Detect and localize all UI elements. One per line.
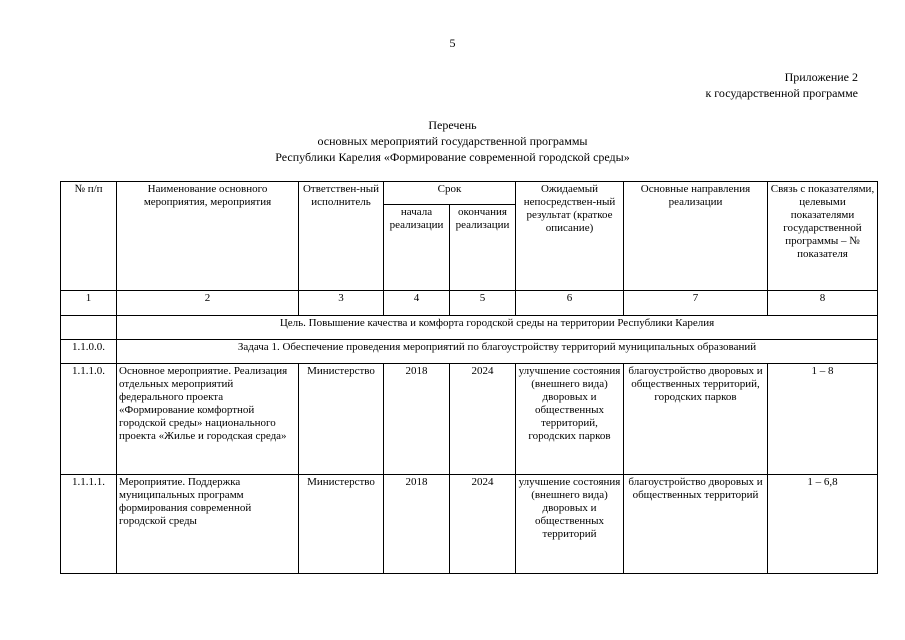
header-term-end: окончания реализации (450, 205, 516, 291)
document-title (0, 117, 905, 165)
header-term: Срок (384, 182, 516, 205)
row-end: 2024 (450, 364, 516, 475)
header-directions: Основные направления реализации (624, 182, 768, 291)
column-number: 2 (117, 291, 299, 316)
header-link: Связь с показателями, целевыми показателями государственной программы – № показателя (768, 182, 878, 291)
column-number: 3 (299, 291, 384, 316)
row-end: 2024 (450, 475, 516, 574)
appendix-line-2: к государственной программе (705, 86, 858, 100)
row-link: 1 – 6,8 (768, 475, 878, 574)
row-num: 1.1.1.1. (61, 475, 117, 574)
header-term-start: начала реализации (384, 205, 450, 291)
row-name: Основное мероприятие. Реализация отдельных мероприятий федерального проекта «Формирование комфортной городской среды» национального проекта «Жилье и городская среда» (117, 364, 299, 475)
column-number: 6 (516, 291, 624, 316)
column-number: 7 (624, 291, 768, 316)
column-number: 1 (61, 291, 117, 316)
header-responsible: Ответствен-ный исполнитель (299, 182, 384, 291)
task-row (61, 340, 878, 364)
column-number-row (61, 291, 878, 316)
title-line-3: Республики Карелия «Формирование современной городской среды» (275, 150, 630, 164)
row-name: Мероприятие. Поддержка муниципальных программ формирования современной городской среды (117, 475, 299, 574)
row-num: 1.1.1.0. (61, 364, 117, 475)
title-line-2: основных мероприятий государственной программы (317, 134, 588, 148)
table-row (61, 364, 878, 475)
row-start: 2018 (384, 364, 450, 475)
goal-text: Цель. Повышение качества и комфорта городской среды на территории Республики Карелия (117, 316, 878, 340)
activities-table (60, 181, 878, 574)
header-num: № п/п (61, 182, 117, 291)
row-directions: благоустройство дворовых и общественных территорий, городских парков (624, 364, 768, 475)
row-responsible: Министерство (299, 475, 384, 574)
header-row (61, 182, 878, 205)
task-num: 1.1.0.0. (61, 340, 117, 364)
page-number: 5 (449, 36, 456, 50)
column-number: 5 (450, 291, 516, 316)
appendix-note (705, 69, 858, 101)
column-number: 4 (384, 291, 450, 316)
row-directions: благоустройство дворовых и общественных территорий (624, 475, 768, 574)
row-result: улучшение состояния (внешнего вида) дворовых и общественных территорий, городских парков (516, 364, 624, 475)
column-number: 8 (768, 291, 878, 316)
task-text: Задача 1. Обеспечение проведения мероприятий по благоустройству территорий муниципальных образований (117, 340, 878, 364)
title-line-1: Перечень (428, 118, 477, 132)
table-row (61, 475, 878, 574)
row-responsible: Министерство (299, 364, 384, 475)
goal-row (61, 316, 878, 340)
row-result: улучшение состояния (внешнего вида) дворовых и общественных территорий (516, 475, 624, 574)
row-link: 1 – 8 (768, 364, 878, 475)
goal-num-empty (61, 316, 117, 340)
row-start: 2018 (384, 475, 450, 574)
header-result: Ожидаемый непосредствен-ный результат (краткое описание) (516, 182, 624, 291)
header-name: Наименование основного мероприятия, мероприятия (117, 182, 299, 291)
appendix-line-1: Приложение 2 (784, 70, 858, 84)
